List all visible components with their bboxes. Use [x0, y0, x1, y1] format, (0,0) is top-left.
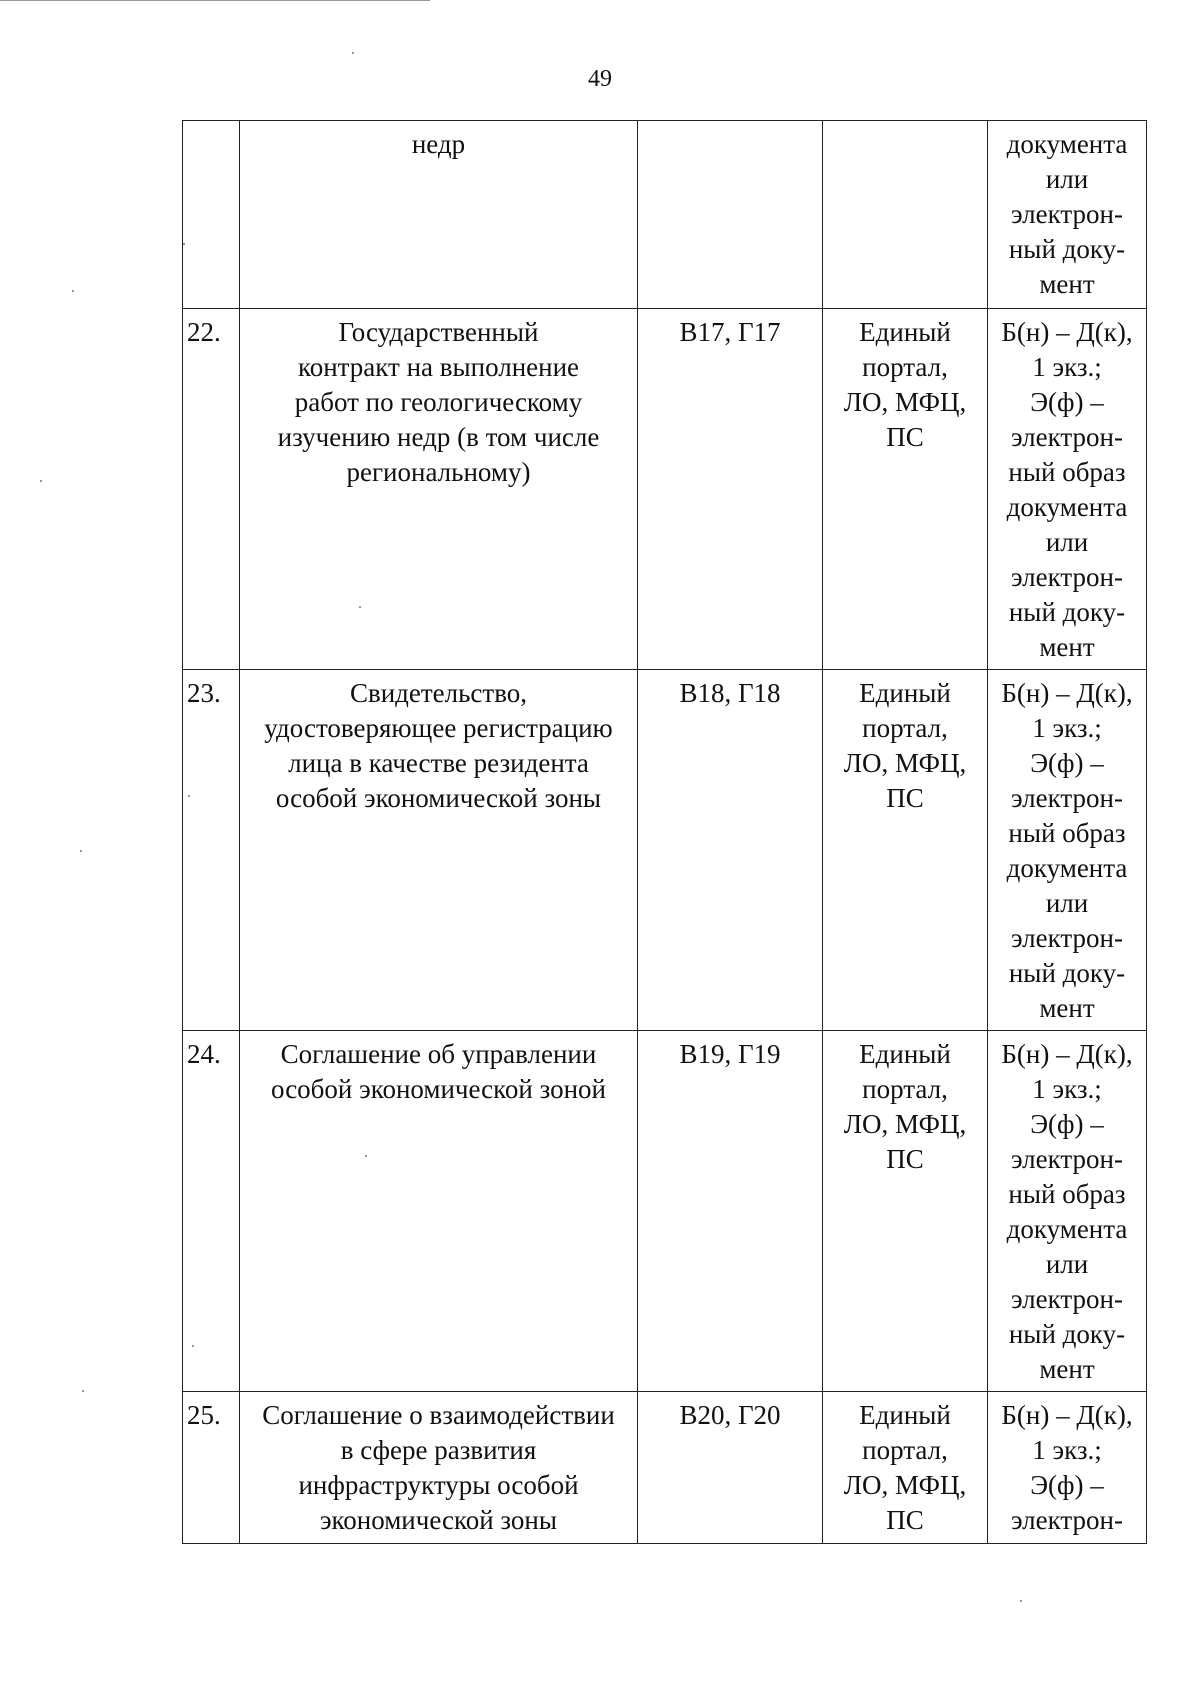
format-line: электрон-	[1011, 1505, 1123, 1535]
table-row	[183, 670, 1147, 1031]
format-line: 1 экз.;	[1032, 352, 1102, 382]
scan-speck	[72, 290, 74, 292]
format-line: Э(ф) –	[1030, 1470, 1104, 1500]
scan-speck	[352, 52, 354, 54]
channels-line: ЛО, МФЦ,	[843, 1470, 967, 1500]
channels-line: Единый	[859, 317, 951, 347]
format-line: ный образ	[1008, 1179, 1126, 1209]
document-name-line: особой экономической зоной	[271, 1074, 606, 1104]
format-line: или	[1045, 888, 1089, 918]
format-line: Б(н) – Д(к),	[1001, 317, 1133, 347]
table-body	[183, 121, 1147, 1544]
codes-cell: В20, Г20	[638, 1392, 823, 1544]
channels-line: ПС	[886, 1144, 924, 1174]
format-line: ный доку-	[1008, 597, 1126, 627]
row-number-cell: 22.	[183, 309, 240, 670]
format-line: ный образ	[1008, 457, 1126, 487]
format-cell	[988, 1031, 1147, 1392]
format-line: Э(ф) –	[1030, 387, 1104, 417]
document-name-cell	[240, 121, 638, 309]
channels-cell	[823, 670, 988, 1031]
channels-line: ЛО, МФЦ,	[843, 387, 967, 417]
channels-line: Единый	[859, 1039, 951, 1069]
document-name-line: Свидетельство,	[349, 678, 528, 708]
channels-cell	[823, 1392, 988, 1544]
row-number-cell: 25.	[183, 1392, 240, 1544]
format-line: документа	[1006, 492, 1128, 522]
format-line: Б(н) – Д(к),	[1001, 1039, 1133, 1069]
codes-cell: В18, Г18	[638, 670, 823, 1031]
format-line: электрон-	[1011, 1284, 1123, 1314]
format-line: Э(ф) –	[1030, 748, 1104, 778]
document-name-line: экономической зоны	[319, 1505, 558, 1535]
table-row	[183, 1392, 1147, 1544]
document-name-line: изучению недр (в том числе	[277, 422, 600, 452]
format-line: 1 экз.;	[1032, 1074, 1102, 1104]
format-cell	[988, 670, 1147, 1031]
row-number-cell	[183, 121, 240, 309]
document-name-line: инфраструктуры особой	[298, 1470, 579, 1500]
scan-speck	[82, 1390, 84, 1392]
channels-line: портал,	[862, 1435, 948, 1465]
page-number: 49	[588, 66, 612, 92]
table-row	[183, 121, 1147, 309]
document-name-cell	[240, 1392, 638, 1544]
scan-speck	[359, 606, 361, 608]
format-cell	[988, 309, 1147, 670]
format-cell	[988, 121, 1147, 309]
document-table	[182, 120, 1147, 1544]
format-line: мент	[1039, 1354, 1095, 1384]
scan-speck	[188, 795, 190, 797]
channels-line: ПС	[886, 422, 924, 452]
channels-line: портал,	[862, 713, 948, 743]
document-name-line: в сфере развития	[340, 1435, 537, 1465]
scan-speck	[192, 1345, 194, 1347]
document-name-line: работ по геологическому	[294, 387, 583, 417]
format-line: или	[1045, 527, 1089, 557]
scan-speck	[40, 480, 42, 482]
document-name-line: удостоверяющее регистрацию	[264, 713, 613, 743]
format-line: электрон-	[1011, 923, 1123, 953]
channels-line: ПС	[886, 1505, 924, 1535]
format-cell	[988, 1392, 1147, 1544]
channels-cell	[823, 121, 988, 309]
document-name-line: контракт на выполнение	[297, 352, 580, 382]
codes-cell: В19, Г19	[638, 1031, 823, 1392]
format-line: или	[1045, 1249, 1089, 1279]
channels-line: портал,	[862, 1074, 948, 1104]
document-name-cell	[240, 670, 638, 1031]
format-line: электрон-	[1011, 422, 1123, 452]
format-line: ный доку-	[1008, 1319, 1126, 1349]
document-name-line: лица в качестве резидента	[288, 748, 589, 778]
document-name-cell	[240, 309, 638, 670]
channels-line: ПС	[886, 783, 924, 813]
format-line: электрон-	[1011, 1144, 1123, 1174]
scan-speck	[365, 1155, 367, 1157]
channels-line: Единый	[859, 678, 951, 708]
format-line: 1 экз.;	[1032, 713, 1102, 743]
document-name-line: Соглашение об управлении	[280, 1039, 597, 1069]
format-line: документа	[1006, 853, 1128, 883]
format-line: Э(ф) –	[1030, 1109, 1104, 1139]
scan-edge-line	[0, 0, 430, 1]
scan-speck	[1020, 1600, 1022, 1602]
table-row	[183, 309, 1147, 670]
document-name-cell	[240, 1031, 638, 1392]
row-number-cell: 24.	[183, 1031, 240, 1392]
format-line: Б(н) – Д(к),	[1001, 1400, 1133, 1430]
format-line: документа	[1006, 129, 1128, 159]
channels-line: ЛО, МФЦ,	[843, 748, 967, 778]
document-name-line: Соглашение о взаимодействии	[262, 1400, 615, 1430]
channels-line: портал,	[862, 352, 948, 382]
format-line: или	[1045, 164, 1089, 194]
format-line: мент	[1039, 993, 1095, 1023]
channels-line: ЛО, МФЦ,	[843, 1109, 967, 1139]
table-row	[183, 1031, 1147, 1392]
row-number-cell: 23.	[183, 670, 240, 1031]
scan-speck	[80, 850, 82, 852]
format-line: ный доку-	[1008, 234, 1126, 264]
scan-speck	[183, 243, 185, 245]
format-line: мент	[1039, 269, 1095, 299]
format-line: документа	[1006, 1214, 1128, 1244]
format-line: электрон-	[1011, 199, 1123, 229]
channels-line: Единый	[859, 1400, 951, 1430]
codes-cell: В17, Г17	[638, 309, 823, 670]
channels-cell	[823, 1031, 988, 1392]
format-line: электрон-	[1011, 783, 1123, 813]
format-line: Б(н) – Д(к),	[1001, 678, 1133, 708]
format-line: ный образ	[1008, 818, 1126, 848]
document-name-line: недр	[411, 129, 466, 159]
format-line: электрон-	[1011, 562, 1123, 592]
codes-cell	[638, 121, 823, 309]
document-name-line: особой экономической зоны	[275, 783, 602, 813]
document-name-line: региональному)	[346, 457, 531, 487]
format-line: 1 экз.;	[1032, 1435, 1102, 1465]
channels-cell	[823, 309, 988, 670]
format-line: ный доку-	[1008, 958, 1126, 988]
format-line: мент	[1039, 632, 1095, 662]
document-name-line: Государственный	[338, 317, 539, 347]
